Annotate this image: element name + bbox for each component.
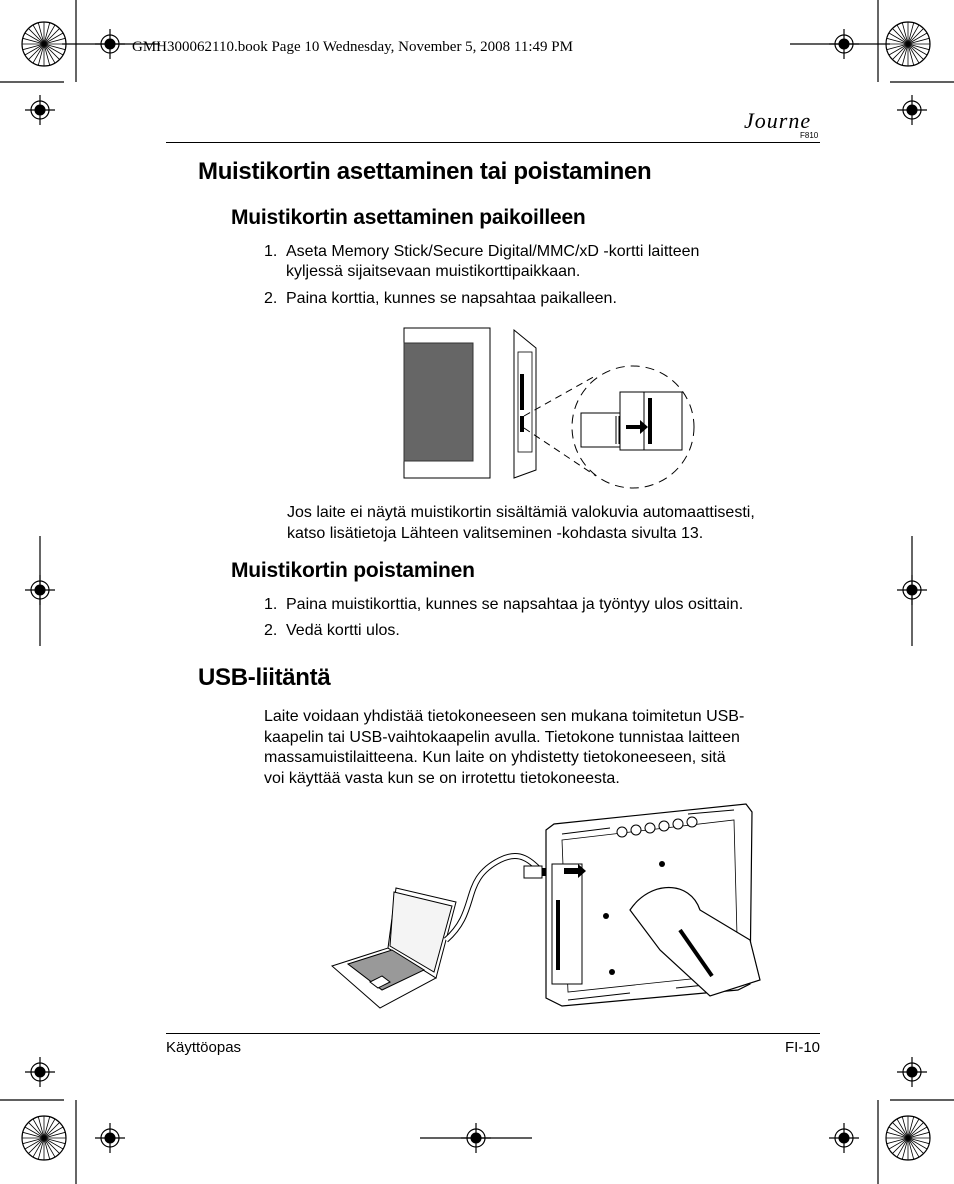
step-text-line2: kyljessä sijaitsevaan muistikorttipaikkaan. [286, 263, 581, 280]
print-meta-line: GMH300062110.book Page 10 Wednesday, November 5, 2008 11:49 PM [132, 39, 573, 55]
insert-note [287, 503, 827, 545]
remove-step-2 [264, 621, 824, 641]
insert-step-1 [264, 242, 824, 282]
footer-rule [166, 1033, 820, 1034]
step-number: 2. [264, 622, 278, 639]
usb-para-line4: voi käyttää vasta kun se on irrotettu tietokoneesta. [264, 769, 620, 787]
step-text-line1: Paina muistikorttia, kunnes se napsahtaa ja työntyy ulos osittain. [286, 596, 744, 613]
usb-paragraph [264, 707, 834, 791]
section-title-memory-card: Muistikortin asettaminen tai poistaminen [198, 158, 652, 185]
step-text-line1: Aseta Memory Stick/Secure Digital/MMC/xD -kortti laitteen [286, 243, 700, 260]
brand-logo: Journe [744, 108, 812, 133]
remove-step-1 [264, 595, 824, 615]
model-label: F810 [800, 131, 819, 140]
usb-para-line1: Laite voidaan yhdistää tietokoneeseen sen mukana toimitetun USB- [264, 708, 745, 725]
section-title-usb: USB-liitäntä [198, 664, 331, 691]
step-number: 1. [264, 243, 278, 260]
step-number: 2. [264, 290, 278, 307]
usb-para-line2: kaapelin tai USB-vaihtokaapelin avulla. Tietokone tunnistaa laitteen [264, 728, 740, 746]
card-insertion-illustration [400, 324, 730, 494]
footer-manual-title: Käyttöopas [166, 1039, 242, 1056]
note-line2: katso lisätietoja Lähteen valitseminen -kohdasta sivulta 13. [287, 524, 704, 542]
footer-page-number: FI-10 [785, 1039, 821, 1056]
subheading-insert: Muistikortin asettaminen paikoilleen [231, 206, 586, 229]
step-text-line1: Paina korttia, kunnes se napsahtaa paikalleen. [286, 290, 617, 307]
header-rule [166, 142, 820, 143]
insert-step-2 [264, 289, 824, 309]
usb-para-line3: massamuistilaitteena. Kun laite on yhdistetty tietokoneeseen, sitä [264, 749, 726, 766]
step-text-line1: Vedä kortti ulos. [286, 622, 400, 639]
usb-connection-illustration [330, 800, 760, 1010]
note-line1: Jos laite ei näytä muistikortin sisältämiä valokuvia automaattisesti, [287, 504, 755, 521]
subheading-remove: Muistikortin poistaminen [231, 559, 475, 582]
step-number: 1. [264, 596, 278, 613]
